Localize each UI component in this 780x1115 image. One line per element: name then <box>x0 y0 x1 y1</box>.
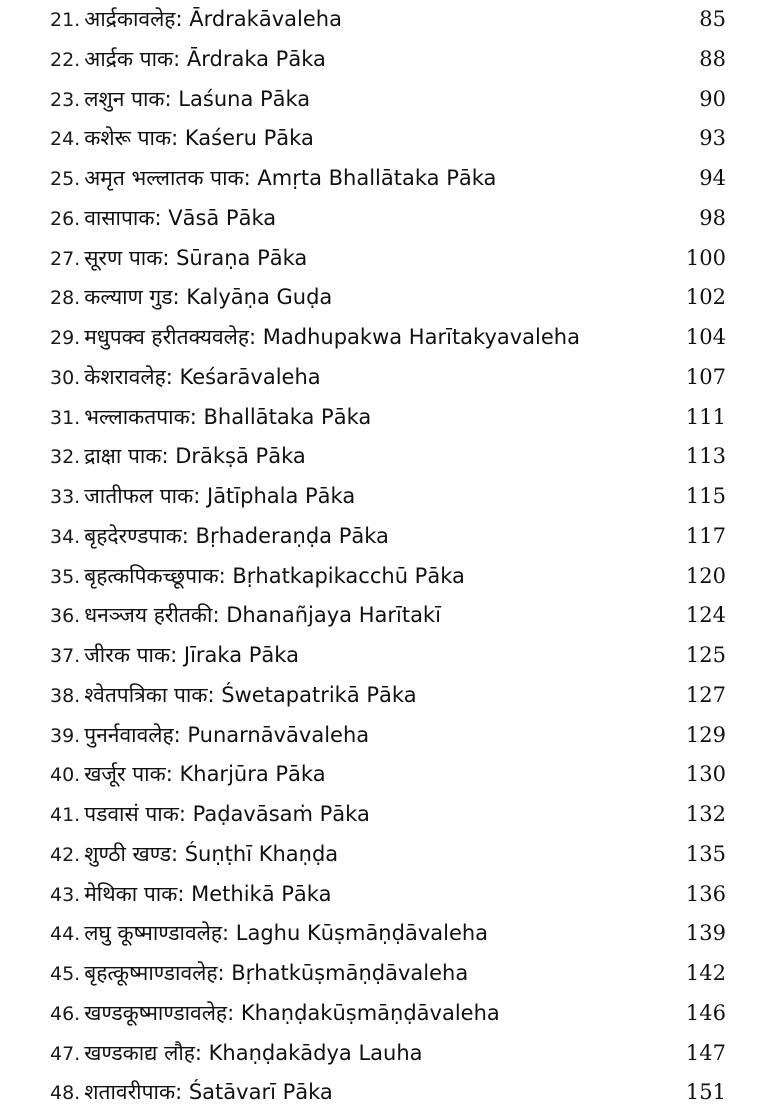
toc-entry <box>50 199 726 239</box>
entry-page-number: 98 <box>699 205 726 230</box>
entry-number: 44. <box>50 923 81 946</box>
toc-entry <box>50 994 726 1034</box>
entry-number: 25. <box>50 168 81 190</box>
entry-title: द्राक्षा पाक: Drākṣā Pāka <box>84 444 306 469</box>
entry-page-number: 125 <box>685 643 726 667</box>
entry-number: 24. <box>50 128 81 151</box>
entry-number: 30. <box>50 366 81 389</box>
entry-number: 35. <box>50 565 81 588</box>
entry-number: 28. <box>50 287 81 310</box>
entry-number: 23. <box>50 88 81 111</box>
entry-number: 26. <box>50 207 81 230</box>
entry-page-number: 142 <box>685 961 726 985</box>
entry-title: बृहदेरण्डपाक: Bṛhaderaṇḍa Pāka <box>84 523 389 548</box>
entry-number: 37. <box>50 645 81 667</box>
toc-entry <box>50 239 726 279</box>
entry-page-number: 135 <box>685 841 726 866</box>
entry-title: कशेरू पाक: Kaśeru Pāka <box>84 126 314 151</box>
toc-entry <box>50 636 726 676</box>
entry-title: वासापाक: Vāsā Pāka <box>84 205 277 230</box>
entry-page-number: 93 <box>699 126 726 151</box>
entry-title: मेथिका पाक: Methikā Pāka <box>84 881 332 906</box>
entry-number: 34. <box>50 525 81 548</box>
entry-page-number: 124 <box>685 603 726 628</box>
toc-entry <box>50 477 726 517</box>
entry-page-number: 113 <box>685 444 726 469</box>
entry-page-number: 107 <box>685 364 726 389</box>
entry-title: भल्लाकतपाक: Bhallātaka Pāka <box>84 404 372 429</box>
entry-number: 27. <box>50 247 81 270</box>
entry-number: 21. <box>50 9 81 31</box>
entry-title: जीरक पाक: Jīraka Pāka <box>84 643 299 667</box>
entry-page-number: 104 <box>685 325 726 349</box>
entry-number: 36. <box>50 605 81 628</box>
entry-number: 39. <box>50 724 81 747</box>
entry-page-number: 146 <box>685 1000 726 1025</box>
entry-page-number: 111 <box>685 404 726 429</box>
toc-entry <box>50 1034 726 1074</box>
entry-number: 22. <box>50 48 81 71</box>
toc-entry <box>50 40 726 80</box>
entry-page-number: 130 <box>685 762 726 787</box>
toc-entry <box>50 398 726 438</box>
entry-number: 40. <box>50 764 81 787</box>
toc-entry <box>50 278 726 318</box>
entry-title: बृहत्कपिकच्छूपाक: Bṛhatkapikacchū Pāka <box>84 563 465 588</box>
entry-title: लशुन पाक: Laśuna Pāka <box>84 86 311 111</box>
entry-number: 38. <box>50 684 81 707</box>
toc-entry <box>50 0 726 40</box>
entry-page-number: 136 <box>685 881 726 906</box>
toc-entry <box>50 914 726 954</box>
entry-title: खण्डकूष्माण्डावलेह: Khaṇḍakūṣmāṇḍāvaleha <box>84 1000 500 1025</box>
entry-title: बृहत्कूष्माण्डावलेह: Bṛhatkūṣmāṇḍāvaleha <box>84 961 469 985</box>
entry-number: 32. <box>50 446 81 469</box>
entry-title: केशरावलेह: Keśarāvaleha <box>84 364 321 389</box>
entry-page-number: 100 <box>685 245 726 270</box>
toc-entry <box>50 358 726 398</box>
entry-title: शुण्ठी खण्ड: Śuṇṭhī Khaṇḍa <box>84 841 339 866</box>
entry-title: श्वेतपत्रिका पाक: Śwetapatrikā Pāka <box>84 682 417 707</box>
entry-title: अमृत भल्लातक पाक: Amṛta Bhallātaka Pāka <box>84 166 497 190</box>
entry-title: आर्द्रकावलेह: Ārdrakāvaleha <box>84 7 342 31</box>
toc-entry <box>50 159 726 199</box>
entry-page-number: 88 <box>699 46 726 71</box>
entry-number: 46. <box>50 1002 81 1025</box>
toc-entry <box>50 557 726 597</box>
toc-entry <box>50 119 726 159</box>
entry-page-number: 147 <box>685 1040 726 1065</box>
table-of-contents <box>50 0 726 1113</box>
toc-entry <box>50 835 726 875</box>
toc-entry <box>50 437 726 477</box>
entry-page-number: 139 <box>685 921 726 946</box>
entry-title: जातीफल पाक: Jātīphala Pāka <box>84 484 356 508</box>
entry-page-number: 151 <box>685 1080 726 1105</box>
toc-entry <box>50 318 726 358</box>
entry-title: पुनर्नवावलेह: Punarnāvāvaleha <box>84 722 370 747</box>
entry-number: 33. <box>50 486 81 508</box>
toc-entry <box>50 875 726 915</box>
entry-page-number: 132 <box>685 802 726 826</box>
entry-title: कल्याण गुड: Kalyāṇa Guḍa <box>84 285 333 310</box>
entry-title: धनञ्जय हरीतकी: Dhanañjaya Harītakī <box>84 603 441 628</box>
entry-page-number: 90 <box>699 86 726 111</box>
toc-entry <box>50 954 726 994</box>
toc-entry <box>50 795 726 835</box>
entry-title: खण्डकाद्य लौह: Khaṇḍakādya Lauha <box>84 1040 423 1065</box>
entry-title: मधुपक्व हरीतक्यवलेह: Madhupakwa Harītakyavaleha <box>84 325 580 349</box>
entry-number: 42. <box>50 843 81 866</box>
toc-entry <box>50 596 726 636</box>
entry-title: खर्जूर पाक: Kharjūra Pāka <box>84 762 326 787</box>
entry-page-number: 127 <box>685 682 726 707</box>
toc-entry <box>50 80 726 120</box>
entry-title: आर्द्रक पाक: Ārdraka Pāka <box>84 46 326 71</box>
entry-title: लघु कूष्माण्डावलेह: Laghu Kūṣmāṇḍāvaleha <box>84 921 489 946</box>
entry-number: 29. <box>50 327 81 349</box>
entry-page-number: 115 <box>685 484 726 508</box>
entry-number: 47. <box>50 1042 81 1065</box>
toc-entry <box>50 1073 726 1113</box>
entry-number: 41. <box>50 804 81 826</box>
entry-page-number: 120 <box>685 563 726 588</box>
toc-entry <box>50 517 726 557</box>
entry-page-number: 94 <box>699 166 726 190</box>
toc-entry <box>50 755 726 795</box>
entry-number: 48. <box>50 1082 81 1105</box>
entry-number: 31. <box>50 406 81 429</box>
entry-page-number: 85 <box>699 7 726 31</box>
entry-number: 45. <box>50 963 81 985</box>
entry-page-number: 129 <box>685 722 726 747</box>
entry-title: सूरण पाक: Sūraṇa Pāka <box>84 245 308 270</box>
entry-title: शतावरीपाक: Śatāvarī Pāka <box>84 1080 333 1105</box>
toc-entry <box>50 676 726 716</box>
entry-number: 43. <box>50 883 81 906</box>
entry-title: पडवासं पाक: Paḍavāsaṁ Pāka <box>84 802 370 826</box>
entry-page-number: 117 <box>685 523 726 548</box>
toc-entry <box>50 716 726 756</box>
entry-page-number: 102 <box>685 285 726 310</box>
